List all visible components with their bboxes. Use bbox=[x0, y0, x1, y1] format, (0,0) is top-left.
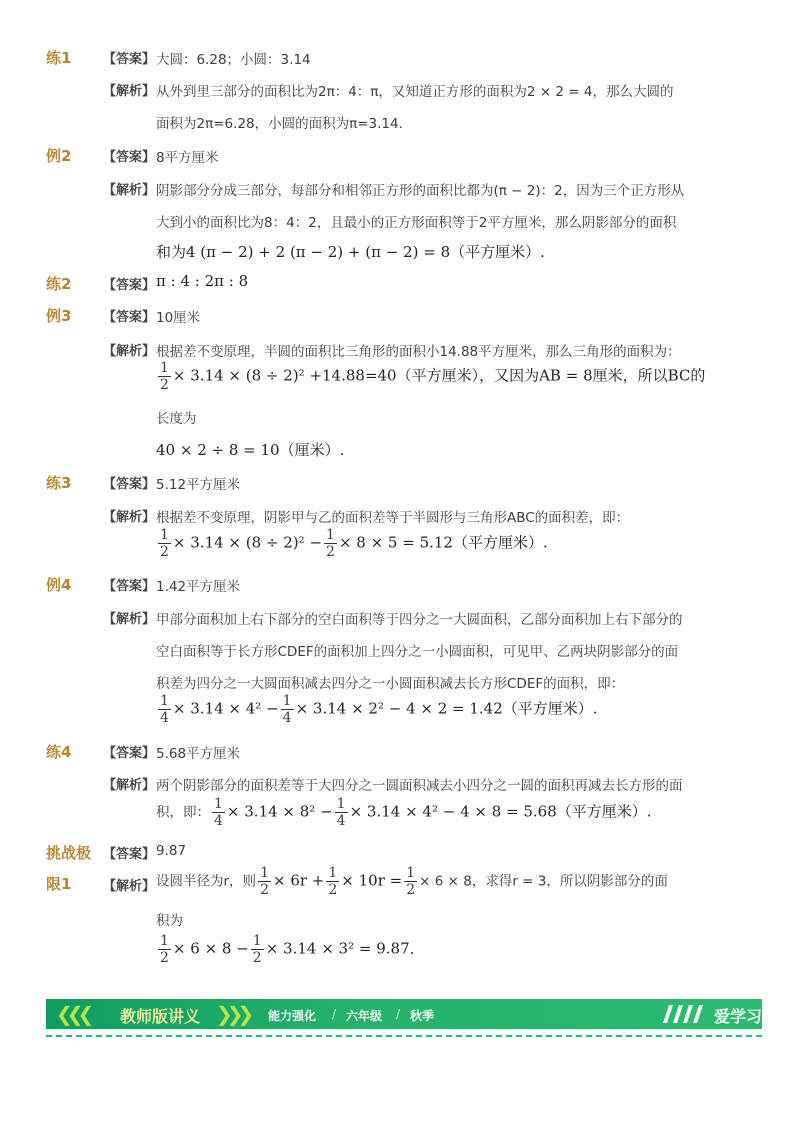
fraction: $\frac{1}{4}$ bbox=[160, 693, 169, 726]
fraction: $\frac{1}{4}$ bbox=[214, 796, 223, 829]
analysis-line: 两个阴影部分的面积差等于大四分之一圆面积减去小四分之一圆的面积再减去长方形的面 bbox=[156, 778, 683, 794]
chevron-right-icon: ❯❯❯ bbox=[216, 1002, 249, 1026]
fraction: $\frac{1}{2}$ bbox=[252, 933, 262, 966]
analysis-formula-row: $\frac{1}{4}$ × 3.14 × 4² − $\frac{1}{4}$ × 3.14 × 2² − 4 × 2 = 1.42（平方厘米）. bbox=[160, 693, 598, 726]
fraction: $\frac{1}{4}$ bbox=[336, 796, 346, 829]
analysis-tag: 【解析】 bbox=[103, 183, 156, 198]
chevron-left-icon: ❮❮❮ bbox=[56, 1002, 89, 1026]
entry-label: 练2 bbox=[46, 275, 72, 293]
answer-text: 5.12平方厘米 bbox=[156, 477, 241, 493]
footer-crumb: 能力强化 bbox=[268, 1009, 317, 1023]
answer-tag: 【答案】 bbox=[103, 310, 156, 325]
entry-label: 例2 bbox=[46, 147, 72, 165]
answer-text: 9.87 bbox=[156, 843, 187, 859]
answer-text: 10厘米 bbox=[156, 310, 201, 326]
analysis-line: 根据差不变原理，半圆的面积比三角形的面积小14.88平方厘米，那么三角形的面积为： bbox=[156, 344, 681, 360]
analysis-formula-row: $\frac{1}{2}$ × 6 × 8 − $\frac{1}{2}$ × 3.14 × 3² = 9.87． bbox=[160, 933, 425, 966]
footer-crumb: 秋季 bbox=[410, 1009, 435, 1023]
answer-tag: 【答案】 bbox=[103, 150, 156, 165]
analysis-line: 空白面积等于长方形CDEF的面积加上四分之一小圆面积，可见甲、乙两块阴影部分的面 bbox=[156, 644, 679, 660]
footer-banner bbox=[46, 999, 762, 1029]
answer-tag: 【答案】 bbox=[103, 52, 156, 67]
analysis-line: 40 × 2 ÷ 8 = 10（厘米）. bbox=[156, 441, 345, 459]
footer-divider bbox=[46, 1035, 762, 1037]
answer-tag: 【答案】 bbox=[103, 477, 156, 492]
fraction: $\frac{1}{2}$ bbox=[160, 527, 169, 560]
analysis-formula-row: 设圆半径为r，则 $\frac{1}{2}$ × 6r + $\frac{1}{2}$ × 10r = $\frac{1}{2}$ × 6 × 8，求得r = 3，所以阴影部分的面 bbox=[156, 865, 668, 898]
entry-label: 例3 bbox=[46, 307, 72, 325]
analysis-line: 从外到里三部分的面积比为2π：4：π，又知道正方形的面积为2 × 2 = 4，那么大圆的 bbox=[156, 84, 674, 100]
answer-text: 5.68平方厘米 bbox=[156, 746, 241, 762]
analysis-tag: 【解析】 bbox=[103, 879, 156, 894]
analysis-line: 和为4 (π − 2) + 2 (π − 2) + (π − 2) = 8（平方厘米）. bbox=[156, 243, 545, 261]
footer-title: 教师版讲义 bbox=[120, 1007, 201, 1026]
entry-label-continued: 限1 bbox=[46, 875, 72, 893]
analysis-line: 积为 bbox=[156, 913, 183, 929]
fraction: $\frac{1}{2}$ bbox=[406, 865, 416, 898]
analysis-line: 根据差不变原理，阴影甲与乙的面积差等于半圆形与三角形ABC的面积差，即： bbox=[156, 510, 630, 526]
analysis-line: 长度为 bbox=[156, 411, 197, 427]
footer-logo: 爱学习 bbox=[714, 1007, 763, 1026]
analysis-tag: 【解析】 bbox=[103, 84, 156, 99]
analysis-line: 积差为四分之一大圆面积减去四分之一小圆面积减去长方形CDEF的面积，即： bbox=[156, 676, 625, 692]
answer-text: 8平方厘米 bbox=[156, 150, 219, 166]
answer-text: π : 4 : 2π : 8 bbox=[156, 272, 249, 290]
entry-label: 练3 bbox=[46, 474, 72, 492]
fraction: $\frac{1}{2}$ bbox=[326, 527, 335, 560]
entry-label: 练1 bbox=[46, 49, 72, 67]
answer-tag: 【答案】 bbox=[103, 847, 156, 862]
entry-label: 挑战极 bbox=[46, 844, 92, 862]
analysis-line: 面积为2π=6.28，小圆的面积为π=3.14． bbox=[156, 116, 413, 132]
analysis-formula-row: 积，即： $\frac{1}{4}$ × 3.14 × 8² − $\frac{1}{4}$ × 3.14 × 4² − 4 × 8 = 5.68（平方厘米）. bbox=[156, 796, 652, 829]
fraction: $\frac{1}{2}$ bbox=[160, 360, 169, 393]
analysis-tag: 【解析】 bbox=[103, 612, 156, 627]
answer-tag: 【答案】 bbox=[103, 278, 156, 293]
answer-text: 大圆：6.28；小圆：3.14 bbox=[156, 52, 311, 68]
entry-label: 例4 bbox=[46, 576, 72, 594]
logo-stripes-icon bbox=[661, 1003, 707, 1025]
fraction: $\frac{1}{2}$ bbox=[260, 865, 269, 898]
entry-label: 练4 bbox=[46, 743, 72, 761]
footer-crumb: 六年级 bbox=[346, 1009, 383, 1023]
analysis-formula-row: $\frac{1}{2}$ × 3.14 × (8 ÷ 2)² +14.88=40（平方厘米），又因为AB = 8厘米，所以BC的 bbox=[160, 360, 706, 393]
fraction: $\frac{1}{2}$ bbox=[328, 865, 338, 898]
footer-separator: / bbox=[396, 1007, 401, 1021]
answer-text: 1.42平方厘米 bbox=[156, 579, 241, 595]
analysis-tag: 【解析】 bbox=[103, 510, 156, 525]
analysis-tag: 【解析】 bbox=[103, 778, 156, 793]
answer-tag: 【答案】 bbox=[103, 579, 156, 594]
analysis-line: 甲部分面积加上右下部分的空白面积等于四分之一大圆面积，乙部分面积加上右下部分的 bbox=[156, 612, 683, 628]
answer-tag: 【答案】 bbox=[103, 746, 156, 761]
analysis-formula-row: $\frac{1}{2}$ × 3.14 × (8 ÷ 2)² − $\frac{1}{2}$ × 8 × 5 = 5.12（平方厘米）. bbox=[160, 527, 548, 560]
footer-separator: / bbox=[332, 1007, 337, 1021]
fraction: $\frac{1}{4}$ bbox=[282, 693, 292, 726]
analysis-line: 大到小的面积比为8：4：2，且最小的正方形面积等于2平方厘米，那么阴影部分的面积 bbox=[156, 215, 677, 231]
analysis-line: 阴影部分分成三部分，每部分和相邻正方形的面积比都为(π − 2)：2，因为三个正方形从 bbox=[156, 183, 685, 199]
fraction: $\frac{1}{2}$ bbox=[160, 933, 169, 966]
analysis-tag: 【解析】 bbox=[103, 344, 156, 359]
